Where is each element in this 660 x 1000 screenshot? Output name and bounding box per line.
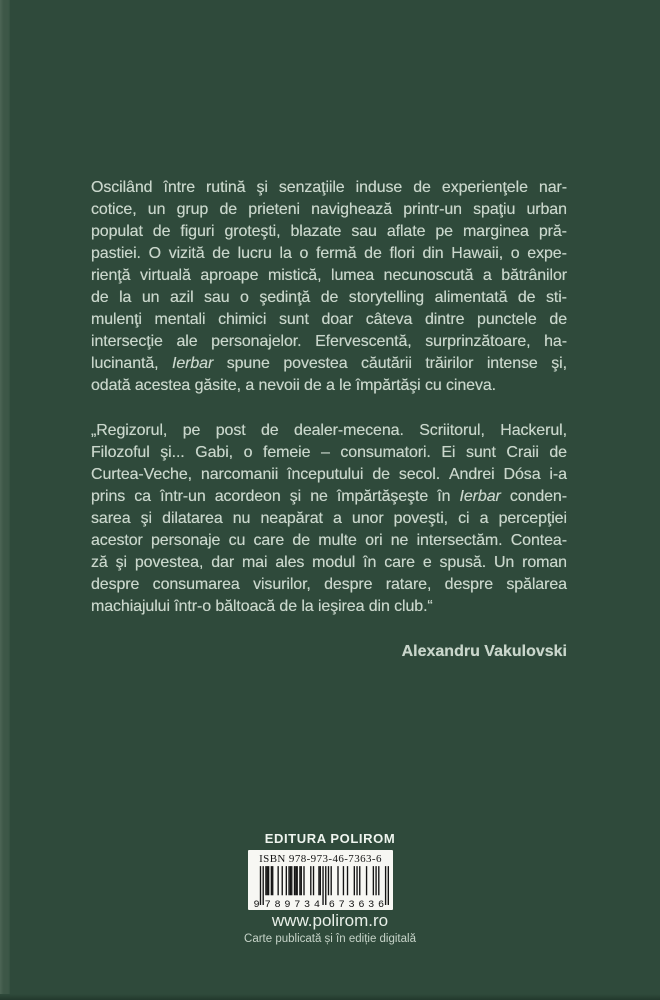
text-line: lucinantă, Ierbar spune povestea căutării trăirilor intense şi,: [91, 355, 567, 372]
isbn-barcode-box: [248, 850, 393, 910]
text-line: pastiei. O vizită de lucru la o fermă de flori din Hawaii, o expe-: [91, 245, 567, 262]
blurb-paragraphs: [91, 177, 567, 618]
text-line: Curtea-Veche, narcomanii începutului de secol. Andrei Dósa i-a: [91, 466, 567, 483]
text-line: populat de figuri groteşti, blazate sau aflate pe marginea pră-: [91, 223, 567, 240]
svg-text:789734: 789734: [264, 899, 320, 909]
paragraph: [91, 177, 567, 397]
text-line: prins ca într-un acordeon şi ne împărtăşeşte în Ierbar conden-: [91, 488, 567, 505]
text-line: acestor personaje cu care de multe ori ne intersectăm. Contea-: [91, 532, 567, 549]
text-line: Filozoful şi... Gabi, o femeie – consumatori. Ei sunt Craii de: [91, 444, 567, 461]
text-line: „Regizorul, pe post de dealer-mecena. Scriitorul, Hackerul,: [91, 422, 567, 439]
text-line: intersecţie ale personajelor. Efervescentă, surprinzătoare, ha-: [91, 333, 567, 350]
svg-text:9: 9: [252, 899, 260, 909]
text-line: rienţă virtuală aproape mistică, lumea necunoscută a bătrânilor: [91, 267, 567, 284]
blurb-text-block: [91, 177, 567, 663]
text-line: de la un azil sau o şedinţă de storytelling alimentată de sti-: [91, 289, 567, 306]
text-line: Oscilând între rutină şi senzaţiile induse de experienţele nar-: [91, 179, 567, 196]
text-line: sarea şi dilatarea nu neapărat a unor poveşti, ci a percepţiei: [91, 510, 567, 527]
svg-text:673636: 673636: [328, 899, 384, 909]
attribution-name: Alexandru Vakulovski: [401, 643, 567, 660]
page-bottom-edge: [0, 994, 660, 1000]
isbn-number: ISBN 978-973-46-7363-6: [259, 853, 382, 865]
text-line: cotice, un grup de prieteni navighează printr-un spaţiu urban: [91, 201, 567, 218]
publisher-website: www.polirom.ro: [271, 911, 389, 930]
spine-edge-strip: [0, 0, 10, 1000]
text-line: machiajului într-o băltoacă de la ieşirea din club.“: [91, 598, 433, 615]
text-line: odată acestea găsite, a nevoii de a le împărtăşi cu cineva.: [91, 377, 497, 394]
text-line: ză şi povestea, dar mai ales modul în care e spusă. Un roman: [91, 554, 567, 571]
ean13-barcode-icon: [253, 866, 389, 909]
paragraph: [91, 420, 567, 618]
digital-edition-note: Carte publicată și în ediție digitală: [244, 933, 416, 945]
publisher-logo-text: EDITURA POLIROM: [264, 831, 396, 846]
text-line: mulenţi mentali chimici sunt doar câteva dintre punctele de: [91, 311, 567, 328]
text-line: despre consumarea visurilor, despre ratare, despre spălarea: [91, 576, 567, 593]
